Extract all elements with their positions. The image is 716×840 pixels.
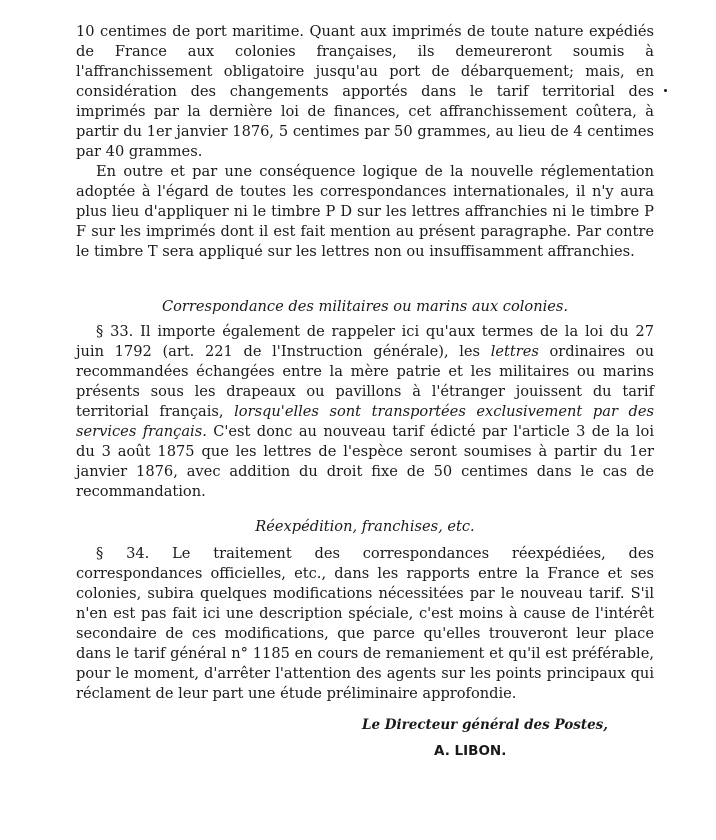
paragraph-33-emphasis-lettres: lettres [490,343,539,360]
paragraph-33-start: § 33. Il importe également de rappeler ici qu'aux termes de la loi du 27 juin 1792 (art. 221 de l'Instruction générale), les [76,323,654,360]
paragraph-33-end: C'est donc au nouveau tarif édicté par l'article 3 de la loi du 3 août 1875 que les lettres de l'espèce seront soumises à partir du 1er janvier 1876, avec addition du droit fixe de 50 centimes dans le cas de recommandation. [76,423,654,500]
intro-text [76,22,654,262]
paragraph-timbres: En outre et par une conséquence logique de la nouvelle réglementation adoptée à l'égard de toutes les correspondances internationales, il n'y aura plus lieu d'appliquer ni le timbre P D sur les lettres affranchies ni le timbre P F sur les imprimés dont il est fait mention au présent paragraphe. Par contre le timbre T sera appliqué sur les lettres non ou insuffisamment affranchies. [76,163,654,260]
paragraph-33 [76,322,654,502]
heading-reexpedition: Réexpédition, franchises, etc. [255,518,475,535]
paragraph-imprimes: 10 centimes de port maritime. Quant aux imprimés de toute nature expédiés de France aux colonies françaises, ils demeureront soumis à l'affranchissement obligatoire jusqu'au port de débarquement; mais, en considération des changements apportés dans le tarif territorial des imprimés par la dernière loi de finances, cet affranchissement coûtera, à partir du 1er janvier 1876, 5 centimes par 50 grammes, au lieu de 4 centimes par 40 grammes. [76,23,654,160]
signature-role: Le Directeur général des Postes, [362,717,608,733]
paragraph-33-emphasis-services: lorsqu'elles sont transportées exclusivement par des services français. [76,403,654,440]
section-34-text [76,544,654,704]
heading-militaires: Correspondance des militaires ou marins aux colonies. [161,298,569,315]
paragraph-34: § 34. Le traitement des correspondances réexpédiées, des correspondances officielles, etc., dans les rapports entre la France et ses colonies, subira quelques modifications nécessitées par le nouveau tarif. S'il n'en est pas fait ici une description spéciale, c'est moins à cause de l'intérêt secondaire de ces modifications, que parce qu'elles trouveront leur place dans le tarif général n° 1185 en cours de remaniement et qu'il est préférable, pour le moment, d'arrêter l'attention des agents sur les points principaux qui réclament de leur part une étude préliminaire approfondie. [76,545,654,702]
section-33-text [76,322,654,502]
margin-mark [664,89,667,92]
signature-name: A. LIBON. [434,743,507,759]
paragraph-33-middle: ordinaires ou recommandées échangées entre la mère patrie et les militaires ou marins présents sous les drapeaux ou pavillons à l'étranger jouissent du tarif territorial français, [76,343,654,420]
